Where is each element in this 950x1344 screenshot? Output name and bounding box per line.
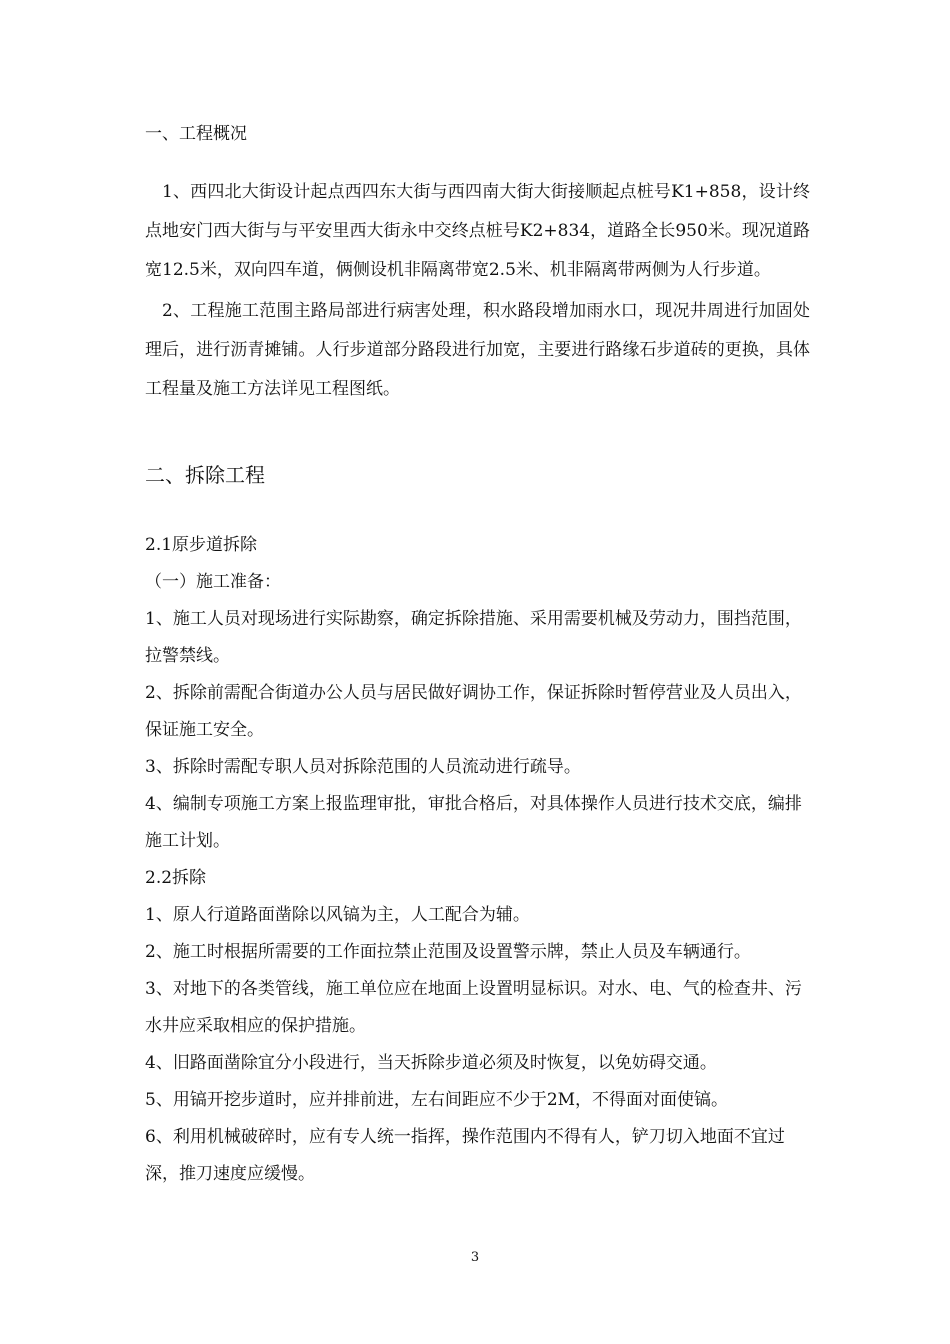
prep-item: 2、拆除前需配合街道办公人员与居民做好调协工作，保证拆除时暂停营业及人员出入，保证施工安全。: [145, 683, 802, 740]
section-1-heading: 一、工程概况: [145, 124, 247, 144]
overview-paragraph-1: 1、西四北大街设计起点西四东大街与西四南大街大街接顺起点桩号K1+858，设计终点地安门西大街与与平安里西大街永中交终点桩号K2+834，道路全长950米。现况道路宽12.5米，双向四车道，俩侧设机非隔离带宽2.5米、机非隔离带两侧为人行步道。: [145, 182, 810, 280]
prep-item: 4、编制专项施工方案上报监理审批，审批合格后，对具体操作人员进行技术交底，编排施工计划。: [145, 794, 802, 851]
section-2-body: [145, 527, 810, 1193]
subsection-2-1-title: 2.1原步道拆除: [145, 535, 258, 555]
overview-paragraph-2: 2、工程施工范围主路局部进行病害处理，积水路段增加雨水口，现况井周进行加固处理后，进行沥青摊铺。人行步道部分路段进行加宽，主要进行路缘石步道砖的更换，具体工程量及施工方法详见工程图纸。: [145, 301, 810, 399]
section-2-heading: 二、拆除工程: [145, 463, 265, 487]
demo-item: 4、旧路面凿除宜分小段进行，当天拆除步道必须及时恢复，以免妨碍交通。: [145, 1053, 717, 1073]
section-1-body: [145, 173, 810, 409]
demo-item: 1、原人行道路面凿除以风镐为主，人工配合为辅。: [145, 905, 530, 925]
section-1: [145, 115, 810, 154]
demo-item: 6、利用机械破碎时，应有专人统一指挥，操作范围内不得有人，铲刀切入地面不宜过深，推刀速度应缓慢。: [145, 1127, 785, 1184]
demo-item: 5、用镐开挖步道时，应并排前进，左右间距应不少于2M，不得面对面使镐。: [145, 1090, 729, 1110]
demo-item: 3、对地下的各类管线，施工单位应在地面上设置明显标识。对水、电、气的检查井、污水井应采取相应的保护措施。: [145, 979, 802, 1036]
subsection-2-2-title: 2.2拆除: [145, 868, 207, 888]
subsection-preparation-title: （一）施工准备：: [145, 572, 281, 592]
section-2-heading-wrap: [145, 456, 810, 495]
prep-item: 3、拆除时需配专职人员对拆除范围的人员流动进行疏导。: [145, 757, 581, 777]
prep-item: 1、施工人员对现场进行实际勘察，确定拆除措施、采用需要机械及劳动力，围挡范围，拉警禁线。: [145, 609, 802, 666]
page-number: 3: [470, 1250, 480, 1265]
demo-item: 2、施工时根据所需要的工作面拉禁止范围及设置警示牌，禁止人员及车辆通行。: [145, 942, 751, 962]
